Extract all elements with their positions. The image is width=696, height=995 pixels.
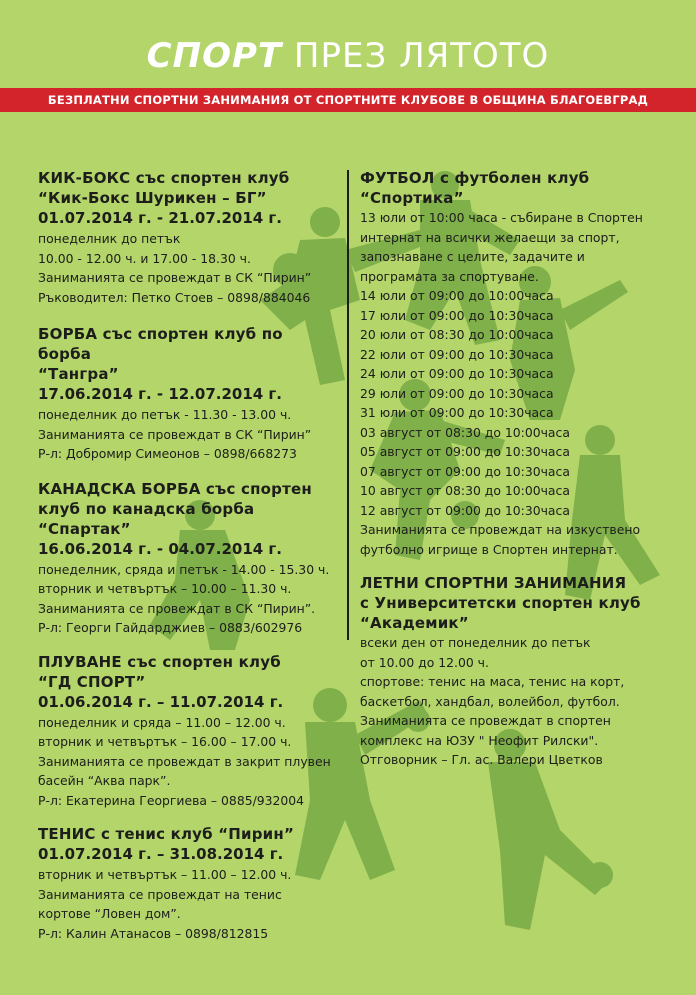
page-title-bold: СПОРТ	[146, 36, 283, 76]
football-line: футболно игрище в Спортен интернат.	[360, 541, 618, 557]
football-line: интернат на всички желаещи за спорт,	[360, 229, 620, 245]
football-line: 03 август от 08:30 до 10:00часа	[360, 424, 570, 440]
kickbox-title-line2: “Кик-Бокс Шурикен – БГ”	[38, 189, 267, 207]
subtitle-band	[0, 88, 696, 112]
kickbox-line: Заниманията се провеждат в СК “Пирин”	[38, 270, 312, 285]
summer-title-line1: ЛЕТНИ СПОРТНИ ЗАНИМАНИЯ	[360, 574, 627, 592]
tennis-line: вторник и четвъртък – 11.00 – 12.00 ч.	[38, 867, 292, 882]
wrestling-dates: 17.06.2014 г. - 12.07.2014 г.	[38, 385, 282, 403]
page-subtitle: БЕЗПЛАТНИ СПОРТНИ ЗАНИМАНИЯ ОТ СПОРТНИТЕ КЛУБОВЕ В ОБЩИНА БЛАГОЕВГРАД	[47, 93, 649, 107]
football-line: 10 август от 08:30 до 10:00часа	[360, 483, 570, 498]
football-line: 17 юли от 09:00 до 10:30часа	[360, 307, 554, 323]
football-line: 14 юли от 09:00 до 10:00часа	[360, 288, 554, 303]
swimming-line: басейн “Аква парк”.	[38, 773, 171, 788]
wrestling-title-line1: БОРБА със спортен клуб по борба	[38, 325, 283, 363]
column-divider	[347, 170, 349, 640]
football-line: 22 юли от 09:00 до 10:30часа	[360, 346, 554, 362]
football-title-line2: “Спортика”	[360, 189, 464, 207]
swimming-line: Р-л: Екатерина Георгиева – 0885/932004	[38, 792, 305, 808]
tennis-dates: 01.07.2014 г. – 31.08.2014 г.	[38, 845, 284, 863]
tennis-title-line1: ТЕНИС с тенис клуб “Пирин”	[38, 825, 295, 843]
swimming-line: вторник и четвъртък – 16.00 – 17.00 ч.	[38, 734, 292, 749]
football-line: 13 юли от 10:00 часа - събиране в Спортен	[360, 210, 643, 225]
canadian-title-line1: КАНАДСКА БОРБА със спортен	[38, 479, 312, 498]
section-football	[360, 168, 660, 559]
football-line: програмата за спортуване.	[360, 268, 539, 284]
kickbox-line: понеделник до петък	[38, 231, 181, 246]
swimming-title-line1: ПЛУВАНЕ със спортен клуб	[38, 652, 281, 671]
summer-line: спортове: тенис на маса, тенис на корт,	[360, 674, 625, 689]
page-title	[0, 36, 696, 76]
football-line: 29 юли от 09:00 до 10:30часа	[360, 385, 554, 401]
kickbox-title-line1: КИК-БОКС със спортен клуб	[38, 169, 290, 187]
football-title-line1: ФУТБОЛ с футболен клуб	[360, 169, 590, 187]
football-line: 31 юли от 09:00 до 10:30часа	[360, 405, 554, 420]
canadian-line: вторник и четвъртък – 10.00 – 11.30 ч.	[38, 581, 292, 596]
section-swimming	[38, 652, 338, 811]
canadian-line: Р-л: Георги Гайдарджиев – 0883/602976	[38, 620, 303, 635]
kickbox-dates: 01.07.2014 г. - 21.07.2014 г.	[38, 209, 282, 227]
canadian-title-line2: клуб по канадска борба “Спартак”	[38, 499, 255, 538]
wrestling-line: Р-л: Добромир Симеонов – 0898/668273	[38, 446, 297, 461]
swimming-line: Заниманията се провеждат в закрит плувен	[38, 753, 331, 769]
section-tennis	[38, 824, 338, 943]
tennis-line: кортове “Ловен дом”.	[38, 906, 181, 921]
canadian-dates: 16.06.2014 г. - 04.07.2014 г.	[38, 539, 282, 558]
wrestling-line: Заниманията се провеждат в СК “Пирин”	[38, 426, 312, 442]
kickbox-line: 10.00 - 12.00 ч. и 17.00 - 18.30 ч.	[38, 250, 251, 266]
summer-line: от 10.00 до 12.00 ч.	[360, 654, 489, 670]
swimming-title-line2: “ГД СПОРТ”	[38, 672, 146, 691]
football-line: 05 август от 09:00 до 10:30часа	[360, 444, 570, 459]
football-line: Заниманията се провеждат на изкуствено	[360, 522, 641, 537]
tennis-line: Заниманията се провеждат на тенис	[38, 886, 282, 902]
football-line: запознаване с целите, задачите и	[360, 249, 585, 264]
kickbox-line: Ръководител: Петко Стоев – 0898/884046	[38, 289, 311, 305]
football-line: 12 август от 09:00 до 10:30часа	[360, 502, 570, 518]
section-canadian-wrestling	[38, 479, 338, 638]
page-title-rest: ПРЕЗ ЛЯТОТО	[293, 36, 550, 76]
swimming-dates: 01.06.2014 г. – 11.07.2014 г.	[38, 692, 284, 711]
tennis-line: Р-л: Калин Атанасов – 0898/812815	[38, 925, 269, 941]
section-summer-sports	[360, 573, 660, 770]
left-column	[38, 168, 338, 943]
canadian-line: Заниманията се провеждат в СК “Пирин”.	[38, 600, 316, 616]
summer-title-line2: с Университетски спортен клуб	[360, 594, 641, 612]
wrestling-line: понеделник до петък - 11.30 - 13.00 ч.	[38, 407, 292, 422]
section-wrestling	[38, 324, 338, 464]
wrestling-title-line2: “Тангра”	[38, 365, 119, 383]
summer-line: комплекс на ЮЗУ " Неофит Рилски".	[360, 732, 599, 748]
summer-line: Отговорник – Гл. ас. Валери Цветков	[360, 752, 603, 767]
right-column	[360, 168, 660, 770]
summer-line: баскетбол, хандбал, волейбол, футбол.	[360, 693, 620, 709]
summer-line: всеки ден от понеделник до петък	[360, 635, 591, 650]
football-line: 20 юли от 08:30 до 10:00часа	[360, 327, 554, 342]
summer-title-line3: “Академик”	[360, 614, 469, 632]
summer-line: Заниманията се провеждат в спортен	[360, 713, 611, 728]
football-line: 24 юли от 09:00 до 10:30часа	[360, 366, 554, 381]
canadian-line: понеделник, сряда и петък - 14.00 - 15.30 ч.	[38, 561, 330, 577]
football-line: 07 август от 09:00 до 10:30часа	[360, 463, 570, 479]
section-kickbox	[38, 168, 338, 307]
swimming-line: понеделник и сряда – 11.00 – 12.00 ч.	[38, 714, 286, 730]
